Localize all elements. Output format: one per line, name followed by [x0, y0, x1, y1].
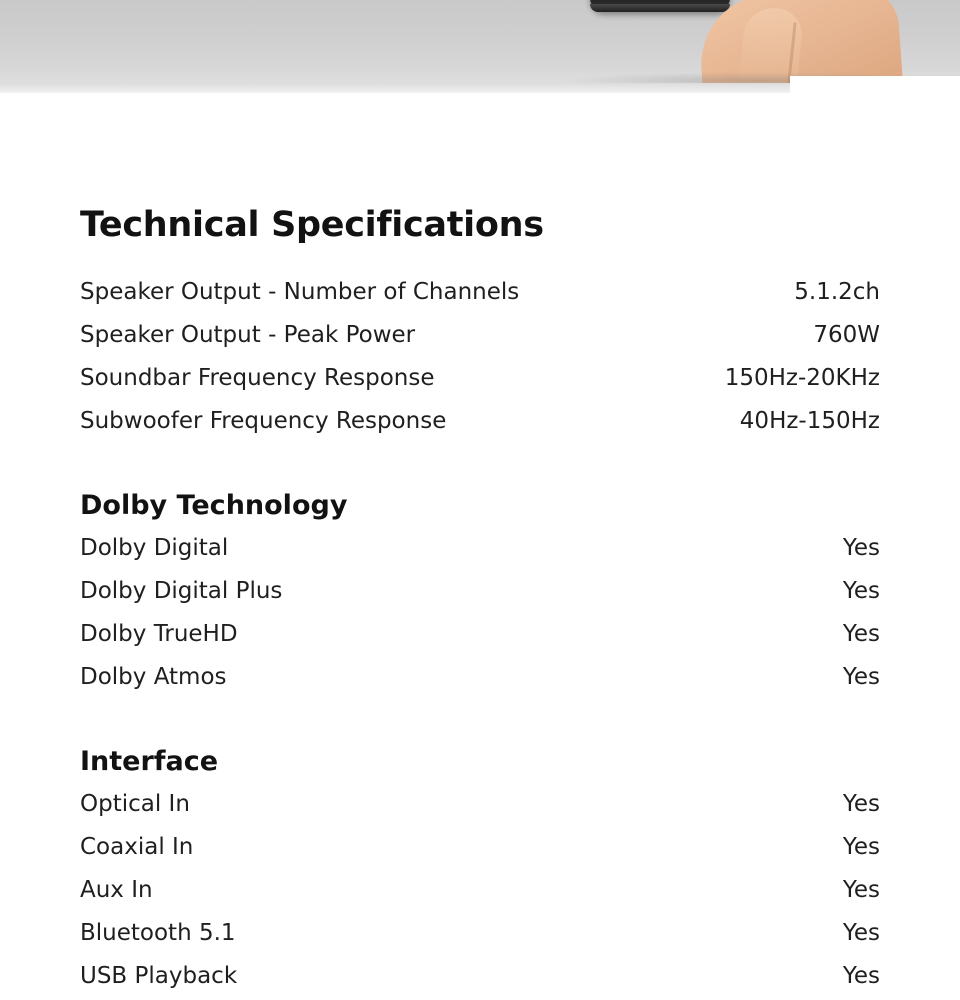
spec-label: Dolby Digital Plus: [80, 577, 283, 604]
table-row: [80, 826, 880, 869]
section-heading: Dolby Technology: [80, 489, 348, 521]
specifications-sheet: [0, 206, 960, 998]
spec-value: 5.1.2ch: [794, 278, 880, 305]
table-row: [80, 955, 880, 998]
spec-value: 150Hz-20KHz: [724, 364, 880, 391]
spec-value: Yes: [842, 620, 880, 647]
spec-label: USB Playback: [80, 962, 238, 989]
table-row: [80, 912, 880, 955]
product-hero-image: [0, 0, 960, 93]
spec-label: Optical In: [80, 790, 190, 817]
spec-label: Coaxial In: [80, 833, 194, 860]
spec-value: Yes: [842, 962, 880, 989]
spec-label: Speaker Output - Number of Channels: [80, 278, 520, 305]
table-row: [80, 869, 880, 912]
table-row: [80, 613, 880, 656]
table-row: [80, 570, 880, 613]
spec-value: Yes: [842, 577, 880, 604]
spec-section-general: [80, 271, 880, 443]
spec-label: Bluetooth 5.1: [80, 919, 236, 946]
spec-value: Yes: [842, 534, 880, 561]
table-row: [80, 314, 880, 357]
table-row: [80, 783, 880, 826]
device-edge-graphic: [590, 4, 730, 12]
spec-label: Dolby TrueHD: [80, 620, 238, 647]
table-row: [80, 357, 880, 400]
spec-value: Yes: [842, 663, 880, 690]
spec-value: Yes: [842, 833, 880, 860]
page-title: Technical Specifications: [80, 205, 544, 245]
spec-value: 40Hz-150Hz: [739, 407, 880, 434]
spec-value: Yes: [842, 919, 880, 946]
spec-label: Dolby Digital: [80, 534, 229, 561]
spec-label: Speaker Output - Peak Power: [80, 321, 416, 348]
spec-label: Aux In: [80, 876, 153, 903]
table-row: [80, 271, 880, 314]
spec-label: Subwoofer Frequency Response: [80, 407, 447, 434]
spec-value: 760W: [813, 321, 880, 348]
soundbar-device-graphic: [590, 0, 730, 12]
hero-white-fade: [790, 76, 960, 93]
spec-label: Soundbar Frequency Response: [80, 364, 435, 391]
spec-section-dolby-technology: [80, 490, 880, 699]
table-row: [80, 656, 880, 699]
section-heading: Interface: [80, 745, 219, 777]
spec-section-interface: [80, 746, 880, 998]
spec-value: Yes: [842, 876, 880, 903]
table-row: [80, 527, 880, 570]
table-row: [80, 400, 880, 443]
spec-label: Dolby Atmos: [80, 663, 227, 690]
spec-value: Yes: [842, 790, 880, 817]
